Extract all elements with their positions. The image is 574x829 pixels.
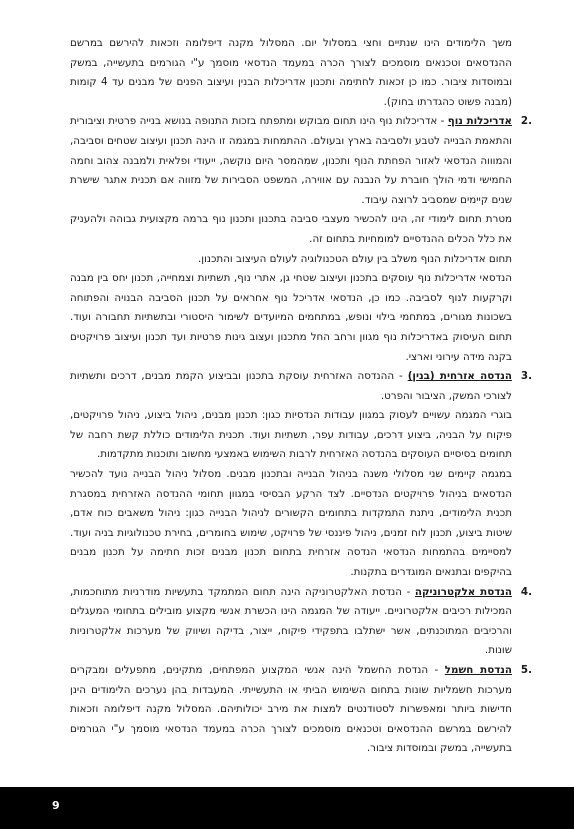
section-paragraph: במגמה קיימים שני מסלולי משנה בניהול הבנייה ובתכנון מבנים. מסלול ניהול הבנייה נועד להכשיר הנדסאים בניהול פרויקטים הנדסיים. לצד הרקע הבסיסי במגוון תחומי ההנדסה האזרחית במסגרת תכנית הלימודים, ניתנת התמקדות בתחומים הקשורים לניהול הבנייה כגון: ניהול משאבים כוח אדם, שיטות ביצוע, תכנון לוח זמנים, ניהול פיננסי של פרויקט, שימוש בחומרים, בחירת טכנולוגיות בניה ועוד. למסיימים בהתמחות הנדסאי הנדסה אזרחית בתחום תכנון מבנים זכות חתימה על תכנון מבנים בהיקפים ובתנאים המוגדרים בתקנות. [70,468,512,579]
section-civil-engineering [70,367,532,583]
document-body [70,34,532,759]
section-electrical-engineering [70,661,532,759]
section-term: אדריכלות נוף [447,115,512,128]
section-landscape-architecture [70,112,532,367]
term-separator: - [437,115,448,128]
section-paragraph: הנדסאי אדריכלות נוף עוסקים בתכנון ועיצוב שטחי גן, אתרי נוף, תשתיות וצמחייה, תכנון יחס בין מבנה וקרקעות לנוף לסביבה. כמו כן, הנדסאי אדריכל נוף אחראים על תכנון הסביבה הבנויה והפתוחה בשכונות מגורים, במתחמי בילוי ונופש, במתחמים המיועדים לשימור היסטורי ובתשתיות תחבורה ועוד. תחום העיסוק באדריכלות נוף מגוון ורחב החל מתכנון ועצוב גינות פרטיות ועד תכנון ועיצוב פרויקטים בקנה מידה עירוני וארצי. [70,272,512,363]
term-separator: - [394,370,408,383]
section-term: הנדסת חשמל [444,664,512,676]
section-text: ההנדסה האזרחית עוסקת בתכנון ובביצוע הקמת מבנים, דרכים ותשתיות לצורכי המשק, הציבור והפרט. [70,370,512,402]
section-paragraph: תחום אדריכלות הנוף משלב בין עולם הטכנולוגיה לעולם העיצוב והתכנון. [197,252,512,265]
section-term: הנדסה אזרחית (בנין) [407,370,512,383]
term-separator: - [402,585,415,598]
intro-paragraph: משך הלימודים הינו שנתיים וחצי במסלול יום. המסלול מקנה דיפלומה וזכאות להירשם במרשם ההנדסאים וטכנאים מוסמכים לצורך הכרה במעמד הנדסאי מוסמך ע"י הגורמים בתעשייה, במשק ובמוסדות ציבור. כמו כן זכאות לחתימה ותכנון אדריכלות הבנין ועיצוב הפנים של מבנים עד 4 קומות (מבנה פשוט כהגדרתו בחוק). [70,37,512,108]
section-term: הנדסת אלקטרוניקה [414,585,513,598]
section-paragraph [70,112,512,210]
section-paragraph: בוגרי המגמה עשויים לעסוק במגוון עבודות הנדסיות כגון: תכנון מבנים, ניהול ביצוע, ניהול פרויקטים, פיקוח על הבניה, ביצוע דרכים, עבודות עפר, תשתיות ועוד. תכנית הלימודים כוללת קשת רחבה של תחומים בסיסיים העוסקים בהנדסה האזרחית לרבות השימוש באמצעי מחשוב ותוכנות מתקדמות. [70,409,512,461]
section-text: אדריכלות נוף הינו תחום מבוקש ומתפתח בזכות התנופה בנושא בנייה פרטית וציבורית והתאמת הבנייה לטבע ולסביבה בארץ ובעולם. ההתמחות במגמה זו הינה תכנון ועיצוב שטחים וסביבה, והמוווה הנדסאי לאזור הפחתת הנוף ותכנון, שמהמסר היום נוקשה, ייעודי ופלאית ולמבנה צהוב וחמה החמישי ודמי הולך חוברת על הנבנה עם אווירה, המשפט הסבירות של מזווה אם תכנית אתגר שישרת שנים קיימים שמסביב לרוצה עיבוד. [70,115,512,206]
section-electronics-engineering [70,583,532,661]
term-separator: - [428,664,445,676]
section-paragraph [70,583,512,661]
section-number: .5 [520,664,532,676]
section-number: .4 [520,585,532,598]
section-paragraph: מטרת תחום לימודי זה, הינו להכשיר מעצבי סביבה בתכנון ותכנון נוף ברמה מקצועית גבוהה ולהעניק את כלל הכלים ההנדסיים למומחיות בתחום זה. [70,213,512,245]
section-number: .3 [520,370,532,383]
section-paragraph [70,661,512,759]
section-text: הנדסת האלקטרוניקה הינה תחום המתמקד בתעשיות מודרניות מתוחכמות, המכילות רכיבים אלקטרוניים. ייעודה של המגמה הינו הכשרת אנשי מקצוע מובילים בתחומי המעגלים והרכיבים המתוכנתים, אשר ישתלבו בתפקידי פיקוח, ייצור, בדיקה ושיווק של מערכות אלקטרוניות שונות. [70,585,512,657]
section-text: הנדסת החשמל הינה אנשי המקצוע המפתחים, מתקינים, מתפעלים ומבקרים מערכות חשמליות שונות בתחום השימוש הביתי או התעשייתי. המעבדות בהן נערכים הלימודים הינן חדישות ביותר ומאפשרות לסטודנטים למצות את מירב יכולותיהם. המסלול מקנה דיפלומה וזכאות להירשם במרשם ההנדסאים וטכנאים מוסמכים לצורך הכרה במעמד הנדסאי מוסמך ע"י הגורמים בתעשייה, במשק ובמוסדות ציבור. [70,664,512,755]
page-footer [0,787,574,829]
section-number: .2 [520,115,532,128]
section-paragraph [70,367,512,406]
page-number: 9 [52,799,60,812]
